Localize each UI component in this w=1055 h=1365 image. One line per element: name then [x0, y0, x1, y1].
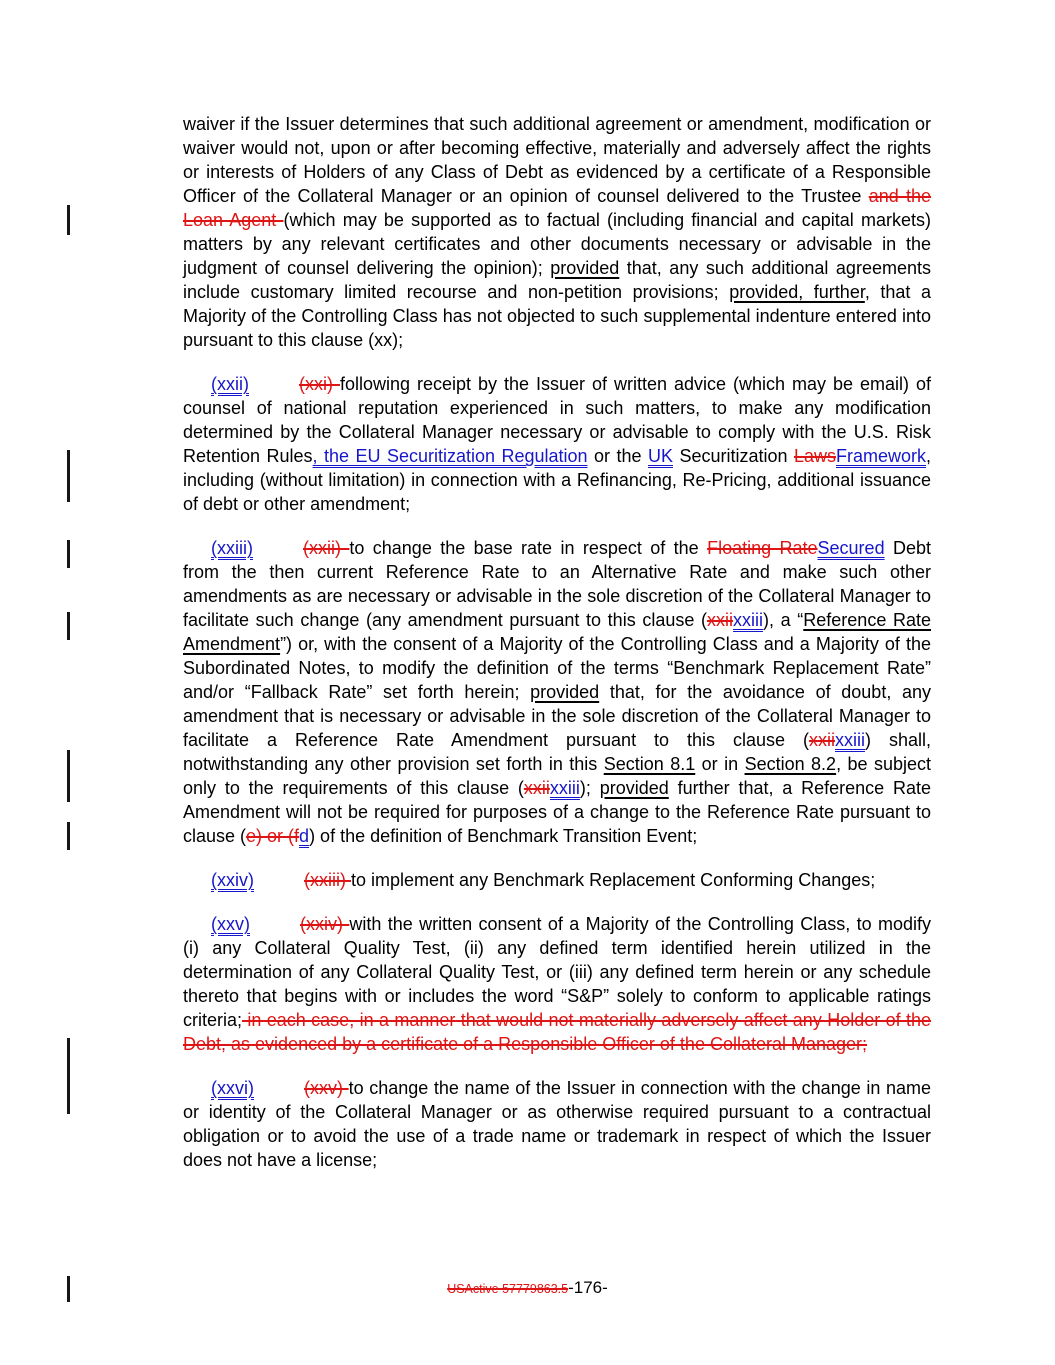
text-run: that, any such additional agreements include customary limited recourse and non-petition provisions; — [183, 258, 931, 302]
paragraph-clause-xxiv — [183, 868, 931, 892]
inserted-text: Framework — [836, 446, 927, 466]
page-number: -176- — [568, 1278, 608, 1297]
deleted-text: and the Loan Agent — [183, 186, 932, 230]
deleted-text: Floating Rate — [707, 538, 818, 558]
text-run: ”) or, with the consent of a Majority of the Controlling Class and a Majority of the Subordinated Notes, to modify the definition of the terms “Benchmark Replacement Rate” and/or “Fallback Rate” set forth herein; — [183, 634, 931, 702]
deleted-text: (xxiv) — [300, 914, 350, 934]
deleted-text: xxii — [809, 730, 836, 750]
text-run: ); — [579, 778, 600, 798]
text-run: to change the base rate in respect of the — [349, 538, 708, 558]
defined-term: Reference Rate Amendment — [183, 610, 931, 654]
deleted-text: (xxii) — [303, 538, 350, 558]
inserted-text: xxiii — [733, 610, 763, 630]
text-run: , that a Majority of the Controlling Class has not objected to such supplemental indenture entered into pursuant to this clause (xx); — [183, 282, 931, 350]
change-bar — [67, 612, 70, 640]
inserted-text: (xxiv) — [211, 870, 254, 890]
deleted-text: Laws — [793, 446, 836, 466]
defined-term: provided — [599, 778, 669, 798]
defined-term: Section 8.2 — [744, 754, 837, 774]
change-bar — [67, 205, 70, 235]
text-run: , be subject only to the requirements of this clause ( — [183, 754, 931, 798]
text-run: that, for the avoidance of doubt, any amendment that is necessary or advisable in the sole discretion of the Collateral Manager to facilitate a Reference Rate Amendment pursuant to this clause ( — [183, 682, 932, 750]
text-run: to implement any Benchmark Replacement Conforming Changes; — [351, 870, 876, 890]
text-run: following receipt by the Issuer of written advice (which may be email) of counsel of national reputation experienced in such matters, to make any modification determined by the Collateral Manager necessary or advisable to comply with the U.S. Risk Retention Rules — [183, 374, 931, 466]
inserted-text: (xxii) — [211, 374, 249, 394]
document-body — [183, 112, 931, 1192]
deleted-text: e) or (f — [246, 826, 300, 846]
change-bar — [67, 1038, 70, 1114]
text-run: (which may be supported as to factual (including financial and capital markets) matters by any relevant certificates and other documents necessary or advisable in the judgment of counsel delivering the opinion); — [183, 210, 932, 278]
paragraph-clause-xxv — [183, 912, 931, 1056]
inserted-text: d — [299, 826, 310, 846]
inserted-text: xxiii — [549, 778, 580, 798]
text-run: to change the name of the Issuer in connection with the change in name or identity of the Collateral Manager or as otherwise required pursuant to a contractual obligation or to avoid the use of a trade name or trademark in respect of which the Issuer does not have a license; — [183, 1078, 931, 1170]
change-bar — [67, 540, 70, 568]
change-bar — [67, 822, 70, 850]
text-run: ) of the definition of Benchmark Transition Event; — [309, 826, 698, 846]
defined-term: provided, further — [729, 282, 865, 302]
inserted-text: UK — [647, 446, 673, 466]
text-run: further that, a Reference Rate Amendment will not be required for purposes of a change to the Reference Rate pursuant to clause ( — [183, 778, 932, 846]
text-run: Securitization — [672, 446, 794, 466]
paragraph-clause-xxvi — [183, 1076, 931, 1172]
paragraph-clause-xx-continuation — [183, 112, 931, 352]
change-bar — [67, 750, 70, 802]
inserted-text: (xxv) — [211, 914, 250, 934]
deleted-text: xxii — [707, 610, 733, 630]
text-run: ), a “ — [763, 610, 804, 630]
text-run: waiver if the Issuer determines that such additional agreement or amendment, modification or waiver would not, upon or after becoming effective, materially and adversely affect the rights or interests of Holders of any Class of Debt as evidenced by a certificate of a Responsible Officer of the Collateral Manager or an opinion of counsel delivered to the Trustee — [183, 114, 931, 206]
text-run: , including (without limitation) in connection with a Refinancing, Re-Pricing, additional issuance of debt or other amendment; — [183, 446, 932, 514]
text-run: Debt from the then current Reference Rate to an Alternative Rate and make such other amendments as are necessary or advisable in the sole discretion of the Collateral Manager to facilitate such change (any amendment pursuant to this clause ( — [183, 538, 931, 630]
inserted-text: , the EU Securitization Regulation — [312, 446, 588, 466]
deleted-text: (xxi) — [299, 374, 340, 394]
text-run: with the written consent of a Majority of the Controlling Class, to modify (i) any Collateral Quality Test, (ii) any defined term identified herein utilized in the determination of any Collateral Quality Test, or (iii) any defined term herein or any schedule thereto that begins with or includes the word “S&P” solely to conform to applicable ratings criteria; — [183, 914, 931, 1030]
text-run: or the — [587, 446, 648, 466]
defined-term: provided — [530, 682, 600, 702]
text-run: or in — [695, 754, 745, 774]
change-bar — [67, 450, 70, 502]
inserted-text: xxiii — [835, 730, 866, 750]
paragraph-clause-xxiii — [183, 536, 931, 848]
inserted-text: (xxvi) — [211, 1078, 254, 1098]
deleted-text: xxii — [523, 778, 550, 798]
text-run: ) shall, notwithstanding any other provision set forth in this — [183, 730, 932, 774]
inserted-text: (xxiii) — [211, 538, 253, 558]
deleted-text: (xxiii) — [304, 870, 351, 890]
page-footer — [0, 1276, 1055, 1301]
paragraph-clause-xxii — [183, 372, 931, 516]
defined-term: provided — [550, 258, 620, 278]
deleted-text: (xxv) — [304, 1078, 349, 1098]
inserted-text: Secured — [817, 538, 885, 558]
defined-term: Section 8.1 — [603, 754, 696, 774]
deleted-text: in each case, in a manner that would not materially adversely affect any Holder of the Debt, as evidenced by a certificate of a Responsible Officer of the Collateral Manager; — [183, 1010, 931, 1054]
deleted-document-id: USActive 57779863.5 — [447, 1282, 569, 1296]
